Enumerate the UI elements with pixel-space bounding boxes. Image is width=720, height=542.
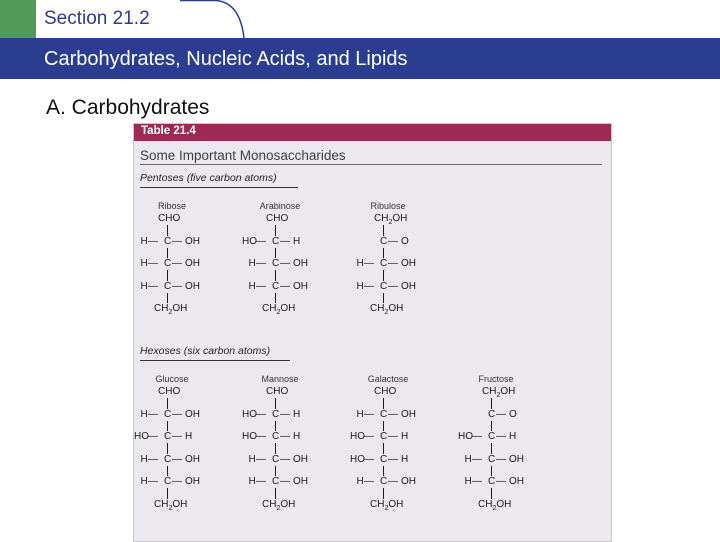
bond-line [167, 488, 168, 499]
section-label: Section 21.2 [44, 8, 150, 29]
bond-line [275, 488, 276, 499]
monosaccharide-table [133, 123, 612, 542]
bond-line [491, 421, 492, 432]
bond-line [167, 270, 168, 281]
bond-line [491, 466, 492, 477]
structure-arabinose: Arabinose CHO HO — C — H H — C — OH H — C — OH $CH_2OH$ [230, 201, 330, 316]
slide-title: Carbohydrates, Nucleic Acids, and Lipids [44, 48, 408, 70]
bond-line [275, 421, 276, 432]
bond-line [383, 398, 384, 409]
bond-line [167, 248, 168, 259]
bond-line [383, 225, 384, 236]
structure-name: Ribose [157, 201, 186, 211]
bond-line [383, 293, 384, 304]
bond-line [275, 398, 276, 409]
table-title: Some Important Monosaccharides [140, 148, 346, 163]
bond-line [167, 398, 168, 409]
structure-galactose: Galactose CHO H — C — OH HO — C — H HO — C — H H — C — OH $CH_2OH$ [338, 374, 438, 519]
bond-line [383, 488, 384, 499]
structure-ribulose: Ribulose $CH_2OH$ C — O H — C — OH H — C — OH $CH_2OH$ [338, 201, 438, 316]
bond-line [275, 270, 276, 281]
bond-line [383, 421, 384, 432]
structure-glucose: Glucose CHO H — C — OH HO — C — H H — C — OH H — C — OH $CH_2OH$ [122, 374, 222, 519]
bond-line [383, 443, 384, 454]
bond-line [383, 466, 384, 477]
structure-fructose: Fructose $CH_2OH$ C — O HO — C — H H — C — OH H — C — OH $CH_2OH$ [446, 374, 546, 519]
structure-mannose: Mannose CHO HO — C — H HO — C — H H — C — OH H — C — OH $CH_2OH$ [230, 374, 330, 519]
subheading: A. Carbohydrates [46, 96, 210, 119]
bond-line [275, 225, 276, 236]
structure-name: Galactose [367, 374, 409, 384]
structure-name: Mannose [261, 374, 299, 384]
bond-line [167, 466, 168, 477]
bond-line [167, 421, 168, 432]
hexoses-underline [140, 360, 290, 361]
bond-line [167, 443, 168, 454]
bond-line [383, 270, 384, 281]
bond-line [491, 398, 492, 409]
title-bar [0, 38, 720, 79]
structure-name: Arabinose [259, 201, 301, 211]
structure-name: Ribulose [370, 201, 406, 211]
table-label: Table 21.4 [141, 125, 196, 137]
bond-line [491, 488, 492, 499]
bond-line [383, 248, 384, 259]
bond-line [275, 443, 276, 454]
bond-line [491, 443, 492, 454]
bond-line [275, 466, 276, 477]
structure-name: Glucose [155, 374, 189, 384]
structure-ribose: Ribose CHO H — C — OH H — C — OH H — C — OH $CH_2OH$ [122, 201, 222, 316]
title-divider [140, 164, 602, 165]
bond-line [167, 293, 168, 304]
table-header-bar [134, 124, 611, 141]
bond-line [275, 293, 276, 304]
bond-line [167, 225, 168, 236]
structure-name: Fructose [478, 374, 514, 384]
hexoses-label: Hexoses (six carbon atoms) [140, 345, 271, 357]
bond-line [275, 248, 276, 259]
header-tab-curve [180, 0, 246, 40]
pentoses-underline [140, 187, 298, 188]
pentoses-label: Pentoses (five carbon atoms) [140, 172, 277, 184]
header-tab-accent [0, 0, 36, 38]
